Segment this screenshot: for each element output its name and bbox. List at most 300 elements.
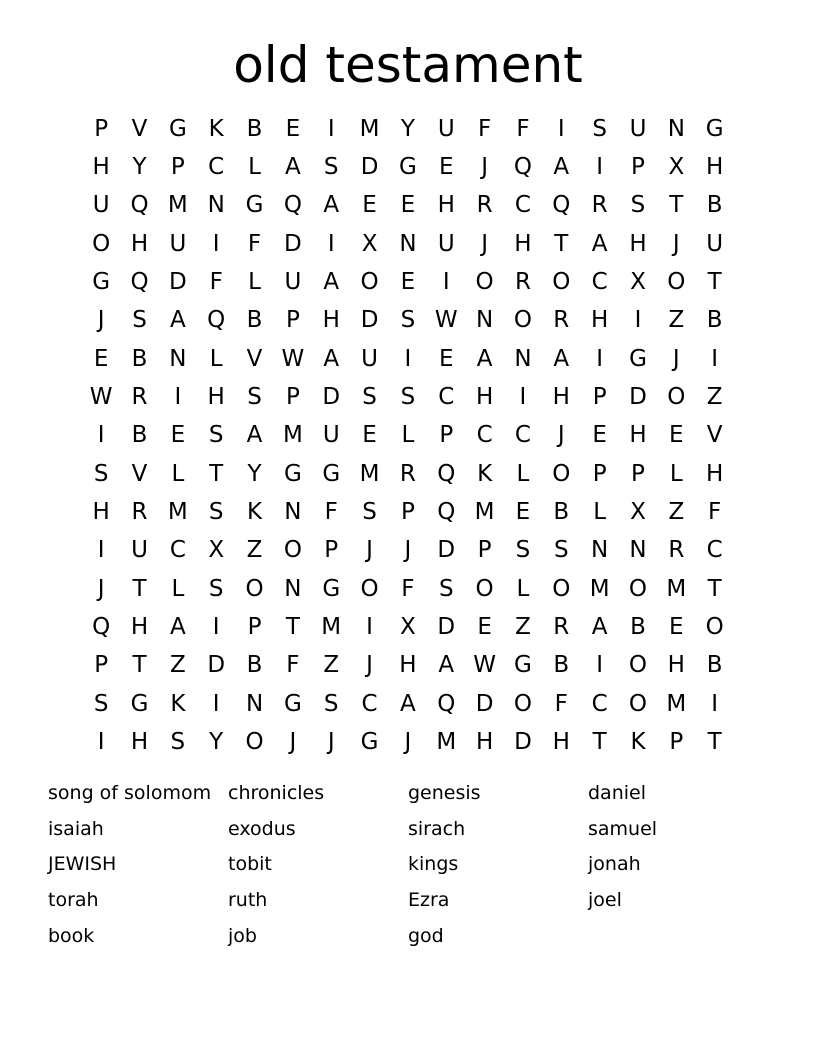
- grid-letter: U: [169, 230, 187, 257]
- grid-letter: J: [404, 537, 412, 564]
- grid-letter: E: [170, 422, 186, 449]
- grid-letter: G: [130, 690, 149, 717]
- grid-letter: G: [283, 460, 302, 487]
- grid-letter: A: [323, 345, 340, 372]
- grid-letter: V: [706, 422, 723, 449]
- grid-letter: S: [323, 154, 339, 181]
- grid-letter: P: [592, 384, 607, 411]
- grid-letter: V: [131, 115, 148, 142]
- grid-letter: I: [327, 230, 335, 257]
- grid-letter: E: [400, 269, 416, 296]
- grid-letter: B: [706, 192, 723, 219]
- grid-letter: Q: [130, 192, 149, 219]
- word-list-item: song of solomom: [48, 782, 212, 804]
- grid-letter: A: [553, 345, 570, 372]
- grid-letter: F: [477, 115, 492, 142]
- grid-letter: T: [132, 652, 147, 679]
- grid-letter: S: [592, 115, 607, 142]
- grid-letter: X: [668, 154, 685, 181]
- grid-letter: D: [514, 729, 532, 756]
- grid-letter: C: [514, 192, 531, 219]
- grid-letter: S: [323, 690, 339, 717]
- grid-letter: P: [400, 499, 415, 526]
- grid-letter: O: [667, 269, 686, 296]
- grid-letter: X: [630, 269, 646, 296]
- grid-letter: O: [552, 269, 571, 296]
- grid-letter: I: [519, 384, 527, 411]
- grid-letter: S: [170, 729, 186, 756]
- grid-letter: N: [399, 230, 417, 257]
- grid-letter: E: [362, 422, 377, 449]
- grid-letter: S: [93, 690, 109, 717]
- grid-letter: S: [400, 307, 416, 334]
- grid-letter: M: [666, 690, 687, 717]
- grid-letter: R: [553, 307, 570, 334]
- grid-letter: P: [631, 154, 645, 181]
- grid-letter: E: [592, 422, 607, 449]
- grid-letter: H: [475, 384, 494, 411]
- word-list-item: kings: [408, 853, 459, 876]
- grid-letter: B: [246, 652, 263, 679]
- grid-letter: S: [208, 499, 224, 526]
- grid-letter: W: [434, 307, 458, 334]
- grid-letter: D: [169, 269, 187, 296]
- grid-letter: K: [247, 499, 263, 526]
- grid-letter: P: [669, 729, 684, 756]
- grid-letter: L: [248, 269, 261, 296]
- grid-letter: P: [477, 537, 492, 564]
- grid-letter: U: [361, 345, 378, 372]
- grid-letter: J: [672, 230, 680, 257]
- grid-letter: D: [360, 307, 379, 334]
- grid-letter: L: [669, 460, 683, 487]
- grid-letter: P: [285, 307, 300, 334]
- grid-letter: H: [706, 154, 724, 181]
- grid-letter: Y: [209, 729, 224, 756]
- grid-letter: K: [477, 460, 493, 487]
- grid-letter: N: [514, 345, 532, 372]
- grid-letter: J: [97, 575, 105, 602]
- grid-letter: C: [208, 154, 225, 181]
- grid-letter: D: [437, 537, 456, 564]
- grid-letter: Z: [169, 652, 186, 679]
- grid-letter: U: [706, 230, 724, 257]
- grid-letter: E: [669, 422, 684, 449]
- grid-letter: S: [362, 499, 377, 526]
- grid-letter: P: [631, 460, 645, 487]
- grid-letter: L: [171, 460, 185, 487]
- grid-letter: C: [361, 690, 378, 717]
- grid-letter: D: [629, 384, 647, 411]
- grid-letter: S: [132, 307, 147, 334]
- grid-letter: B: [246, 115, 263, 142]
- grid-letter: N: [207, 192, 225, 219]
- grid-letter: A: [591, 230, 608, 257]
- grid-letter: E: [438, 154, 454, 181]
- grid-letter: O: [513, 690, 532, 717]
- grid-letter: Y: [132, 154, 147, 181]
- grid-letter: W: [473, 652, 496, 679]
- grid-letter: Q: [437, 690, 456, 717]
- grid-letter: T: [285, 614, 300, 641]
- grid-letter: I: [366, 614, 373, 641]
- grid-letter: U: [92, 192, 110, 219]
- grid-letter: S: [93, 460, 109, 487]
- grid-letter: T: [707, 575, 722, 602]
- grid-letter: N: [591, 537, 609, 564]
- grid-letter: M: [666, 575, 687, 602]
- grid-letter: I: [596, 345, 604, 372]
- grid-letter: F: [324, 499, 338, 526]
- page-title: old testament: [233, 36, 583, 94]
- grid-letter: L: [516, 575, 530, 602]
- grid-letter: F: [286, 652, 300, 679]
- grid-letter: W: [89, 384, 113, 411]
- grid-letter: A: [438, 652, 455, 679]
- grid-letter: Z: [706, 384, 723, 411]
- grid-letter: O: [628, 575, 648, 602]
- grid-letter: P: [94, 115, 109, 142]
- word-list-item: JEWISH: [48, 853, 117, 876]
- grid-letter: R: [553, 614, 570, 641]
- grid-letter: H: [130, 729, 149, 756]
- letter-grid: [82, 110, 734, 764]
- grid-letter: H: [322, 307, 340, 334]
- grid-letter: I: [97, 729, 105, 756]
- grid-letter: I: [212, 614, 220, 641]
- word-list-item: job: [228, 924, 257, 947]
- grid-letter: O: [92, 230, 111, 257]
- grid-letter: Y: [400, 115, 415, 142]
- grid-letter: Y: [247, 460, 262, 487]
- grid-letter: F: [209, 269, 223, 296]
- grid-letter: S: [400, 384, 416, 411]
- word-list-item: isaiah: [48, 817, 104, 840]
- grid-letter: H: [514, 230, 532, 257]
- grid-letter: O: [552, 460, 571, 487]
- grid-letter: E: [438, 345, 454, 372]
- grid-letter: V: [246, 345, 263, 372]
- grid-letter: J: [97, 307, 105, 334]
- grid-letter: L: [171, 575, 185, 602]
- grid-letter: Q: [437, 499, 456, 526]
- grid-letter: E: [362, 192, 377, 219]
- grid-letter: U: [322, 422, 340, 449]
- grid-letter: Z: [515, 614, 531, 641]
- grid-letter: F: [554, 690, 568, 717]
- grid-letter: N: [245, 690, 264, 717]
- grid-letter: I: [174, 384, 182, 411]
- grid-letter: A: [323, 269, 340, 296]
- grid-letter: N: [284, 575, 302, 602]
- grid-letter: G: [399, 154, 417, 181]
- grid-letter: I: [97, 422, 105, 449]
- grid-letter: O: [245, 575, 264, 602]
- grid-letter: I: [212, 690, 220, 717]
- grid-letter: T: [132, 575, 147, 602]
- grid-letter: C: [438, 384, 455, 411]
- grid-letter: J: [289, 729, 297, 756]
- word-list-item: tobit: [228, 853, 272, 876]
- grid-letter: Q: [207, 307, 226, 334]
- grid-letter: G: [360, 729, 379, 756]
- word-list: [48, 776, 768, 954]
- grid-letter: A: [591, 614, 608, 641]
- grid-letter: B: [131, 422, 148, 449]
- grid-letter: M: [167, 192, 188, 219]
- grid-letter: O: [705, 614, 724, 641]
- grid-letter: H: [552, 384, 570, 411]
- grid-letter: H: [130, 614, 149, 641]
- grid-letter: L: [209, 345, 223, 372]
- grid-letter: H: [629, 422, 647, 449]
- grid-letter: U: [629, 115, 647, 142]
- grid-letter: K: [170, 690, 186, 717]
- grid-letter: R: [668, 537, 685, 564]
- grid-letter: E: [400, 192, 416, 219]
- grid-letter: J: [366, 652, 373, 679]
- grid-letter: D: [207, 652, 226, 679]
- grid-letter: Q: [552, 192, 571, 219]
- grid-letter: C: [169, 537, 186, 564]
- grid-letter: Q: [283, 192, 302, 219]
- grid-letter: Q: [437, 460, 456, 487]
- grid-letter: J: [481, 154, 488, 181]
- grid-letter: H: [92, 154, 110, 181]
- grid-letter: E: [669, 614, 684, 641]
- grid-letter: A: [169, 307, 186, 334]
- word-list-item: jonah: [588, 853, 641, 876]
- grid-letter: B: [131, 345, 148, 372]
- grid-letter: Z: [323, 652, 340, 679]
- grid-letter: K: [630, 729, 646, 756]
- grid-letter: X: [630, 499, 646, 526]
- grid-letter: N: [284, 499, 302, 526]
- word-list-item: genesis: [408, 782, 481, 804]
- grid-letter: Z: [668, 307, 685, 334]
- grid-letter: J: [366, 537, 373, 564]
- word-list-item: Ezra: [408, 889, 450, 912]
- grid-letter: H: [590, 307, 609, 334]
- grid-letter: V: [131, 460, 148, 487]
- grid-letter: I: [212, 230, 220, 257]
- grid-letter: Z: [668, 499, 685, 526]
- grid-letter: K: [208, 115, 224, 142]
- grid-letter: D: [284, 230, 302, 257]
- grid-letter: S: [438, 575, 454, 602]
- grid-letter: H: [667, 652, 685, 679]
- grid-letter: H: [92, 499, 110, 526]
- grid-letter: Q: [130, 269, 149, 296]
- grid-letter: H: [399, 652, 417, 679]
- grid-letter: F: [708, 499, 722, 526]
- grid-letter: J: [481, 230, 488, 257]
- grid-letter: C: [591, 690, 608, 717]
- grid-letter: G: [283, 690, 302, 717]
- grid-letter: O: [552, 575, 571, 602]
- grid-letter: D: [322, 384, 341, 411]
- grid-letter: H: [475, 729, 494, 756]
- grid-letter: X: [400, 614, 416, 641]
- grid-letter: M: [474, 499, 495, 526]
- grid-letter: H: [629, 230, 647, 257]
- grid-letter: F: [247, 230, 262, 257]
- grid-letter: S: [630, 192, 646, 219]
- grid-letter: A: [169, 614, 186, 641]
- grid-letter: M: [359, 115, 380, 142]
- grid-letter: I: [404, 345, 412, 372]
- grid-letter: B: [630, 614, 646, 641]
- grid-letter: A: [400, 690, 416, 717]
- grid-letter: L: [593, 499, 607, 526]
- grid-letter: O: [628, 690, 648, 717]
- grid-letter: T: [554, 230, 569, 257]
- grid-letter: H: [207, 384, 225, 411]
- grid-letter: A: [323, 192, 340, 219]
- grid-letter: P: [94, 652, 109, 679]
- grid-letter: J: [672, 345, 680, 372]
- grid-letter: W: [281, 345, 305, 372]
- grid-letter: S: [208, 422, 224, 449]
- grid-letter: S: [208, 575, 224, 602]
- grid-letter: O: [513, 307, 532, 334]
- grid-letter: A: [476, 345, 493, 372]
- grid-letter: J: [327, 729, 335, 756]
- grid-letter: O: [245, 729, 264, 756]
- grid-letter: M: [321, 614, 342, 641]
- grid-letter: O: [628, 652, 648, 679]
- grid-letter: P: [592, 460, 607, 487]
- word-list-item: sirach: [408, 817, 466, 840]
- grid-letter: S: [553, 537, 569, 564]
- grid-letter: H: [437, 192, 455, 219]
- grid-letter: I: [596, 154, 604, 181]
- grid-letter: R: [131, 384, 148, 411]
- word-list-item: torah: [48, 889, 99, 912]
- grid-letter: E: [477, 614, 492, 641]
- grid-letter: G: [514, 652, 532, 679]
- grid-letter: C: [591, 269, 608, 296]
- grid-letter: T: [592, 729, 607, 756]
- word-list-item: exodus: [228, 817, 296, 840]
- grid-letter: N: [169, 345, 187, 372]
- grid-letter: I: [97, 537, 105, 564]
- grid-letter: F: [516, 115, 530, 142]
- grid-letter: I: [711, 345, 719, 372]
- grid-letter: Z: [246, 537, 263, 564]
- grid-letter: S: [515, 537, 531, 564]
- grid-letter: G: [92, 269, 111, 296]
- grid-letter: A: [285, 154, 301, 181]
- grid-letter: F: [401, 575, 415, 602]
- grid-letter: C: [706, 537, 723, 564]
- grid-letter: T: [707, 729, 722, 756]
- grid-letter: S: [247, 384, 262, 411]
- grid-letter: S: [362, 384, 377, 411]
- grid-letter: U: [284, 269, 302, 296]
- grid-letter: P: [247, 614, 262, 641]
- grid-letter: Q: [92, 614, 111, 641]
- grid-letter: H: [552, 729, 570, 756]
- grid-letter: B: [553, 652, 570, 679]
- grid-letter: U: [437, 230, 455, 257]
- grid-letter: H: [130, 230, 149, 257]
- grid-letter: E: [515, 499, 531, 526]
- word-list-item: book: [48, 924, 95, 947]
- grid-letter: O: [283, 537, 302, 564]
- grid-letter: J: [404, 729, 412, 756]
- grid-letter: T: [707, 269, 722, 296]
- grid-letter: E: [93, 345, 109, 372]
- grid-letter: L: [401, 422, 415, 449]
- grid-letter: O: [475, 575, 494, 602]
- word-list-item: chronicles: [228, 782, 325, 804]
- grid-letter: I: [327, 115, 335, 142]
- grid-letter: L: [516, 460, 530, 487]
- grid-letter: G: [322, 460, 341, 487]
- grid-letter: M: [167, 499, 188, 526]
- grid-letter: I: [557, 115, 565, 142]
- grid-letter: O: [360, 269, 379, 296]
- grid-letter: X: [361, 230, 378, 257]
- grid-letter: I: [596, 652, 604, 679]
- grid-letter: P: [324, 537, 339, 564]
- grid-letter: N: [667, 115, 685, 142]
- grid-letter: R: [591, 192, 608, 219]
- grid-letter: R: [399, 460, 416, 487]
- grid-letter: P: [285, 384, 300, 411]
- word-list-item: daniel: [588, 782, 646, 804]
- grid-letter: G: [168, 115, 187, 142]
- grid-letter: M: [282, 422, 303, 449]
- grid-letter: G: [322, 575, 341, 602]
- word-list-item: god: [408, 924, 444, 947]
- grid-letter: Q: [513, 154, 532, 181]
- grid-letter: I: [442, 269, 450, 296]
- grid-letter: T: [669, 192, 684, 219]
- grid-letter: U: [131, 537, 148, 564]
- grid-letter: I: [711, 690, 719, 717]
- grid-letter: I: [634, 307, 642, 334]
- grid-letter: H: [706, 460, 724, 487]
- grid-letter: U: [437, 115, 455, 142]
- grid-letter: O: [667, 384, 686, 411]
- grid-letter: N: [476, 307, 494, 334]
- grid-letter: E: [285, 115, 301, 142]
- grid-letter: O: [360, 575, 379, 602]
- grid-letter: D: [437, 614, 456, 641]
- grid-letter: M: [359, 460, 380, 487]
- grid-letter: R: [476, 192, 493, 219]
- grid-letter: X: [208, 537, 225, 564]
- grid-letter: P: [170, 154, 185, 181]
- grid-letter: B: [706, 307, 723, 334]
- grid-letter: D: [475, 690, 494, 717]
- grid-letter: L: [248, 154, 261, 181]
- grid-letter: B: [553, 499, 570, 526]
- grid-letter: G: [629, 345, 647, 372]
- grid-letter: A: [553, 154, 570, 181]
- grid-letter: O: [475, 269, 494, 296]
- grid-letter: C: [476, 422, 493, 449]
- grid-letter: M: [589, 575, 610, 602]
- grid-letter: R: [514, 269, 531, 296]
- grid-letter: R: [131, 499, 148, 526]
- grid-letter: N: [629, 537, 647, 564]
- grid-letter: C: [514, 422, 531, 449]
- grid-letter: B: [246, 307, 263, 334]
- grid-letter: D: [360, 154, 379, 181]
